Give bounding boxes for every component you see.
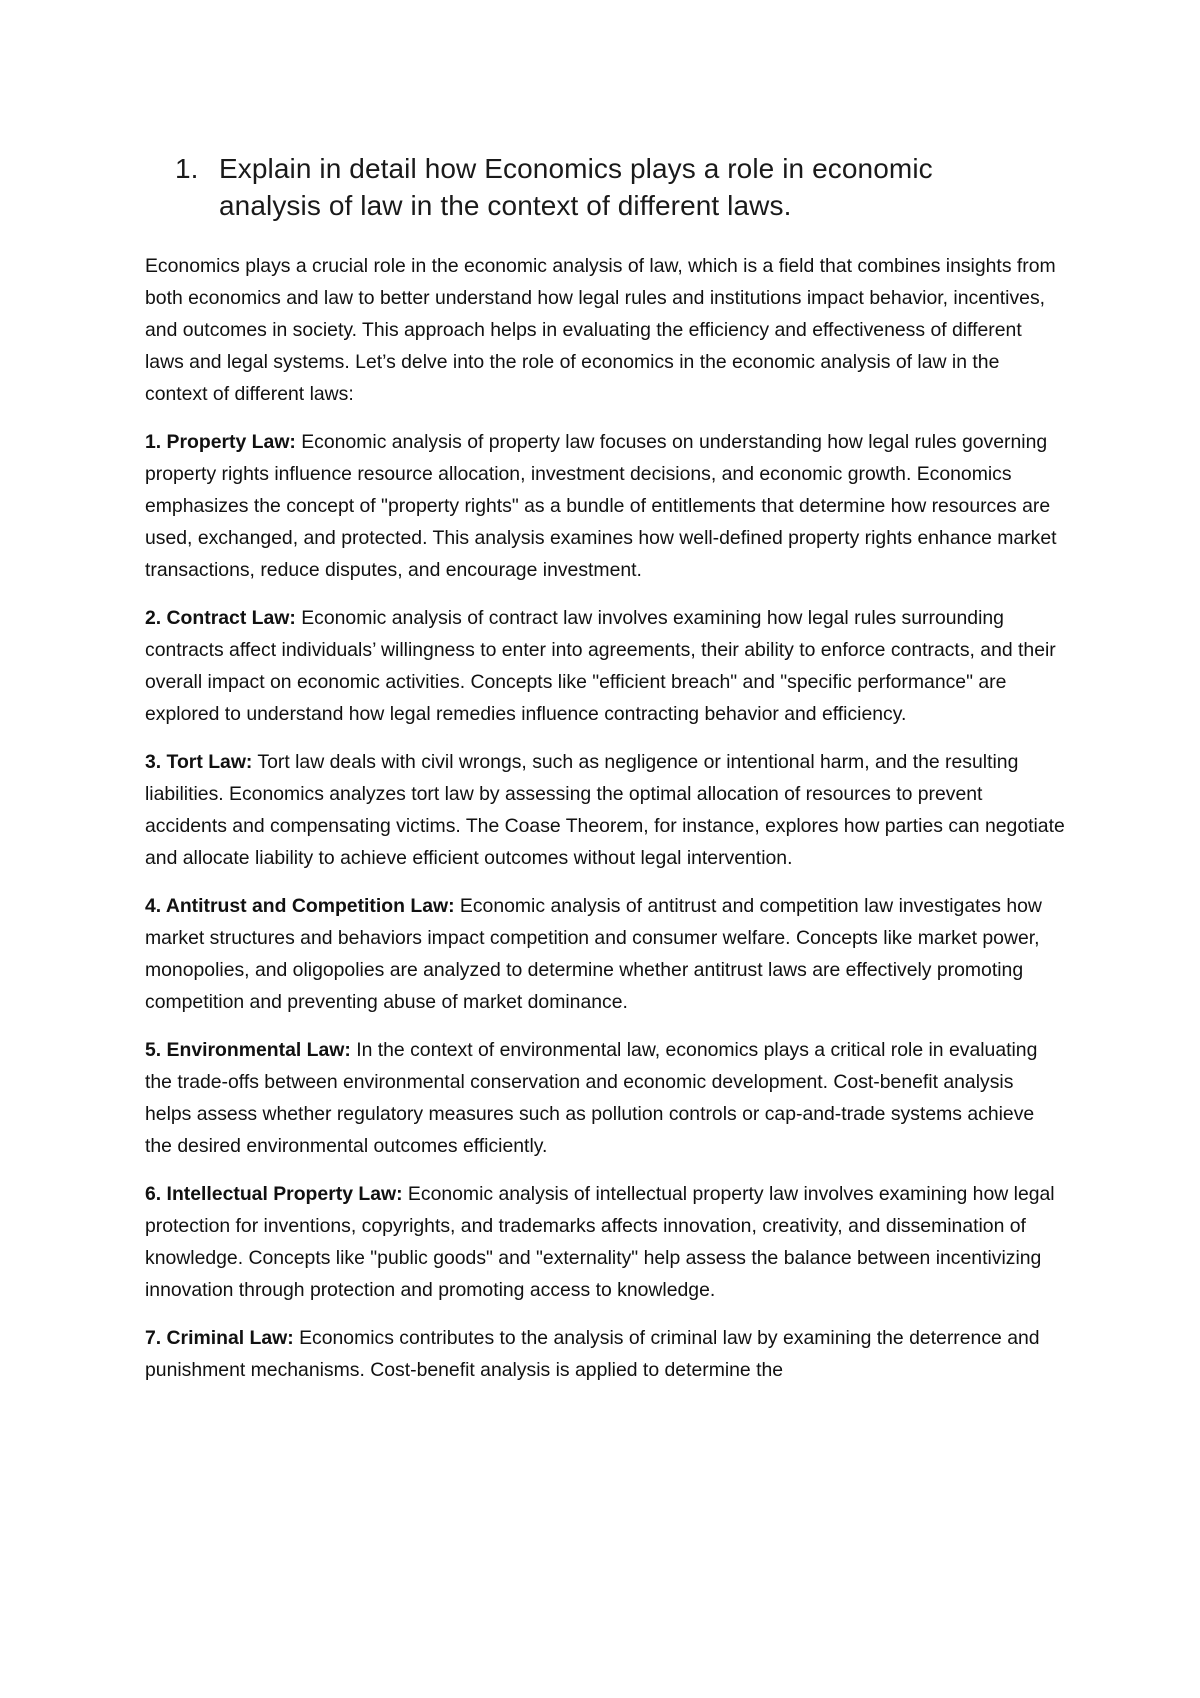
item-text: Economic analysis of property law focuses on understanding how legal rules governing property rights influence resource allocation, investment decisions, and economic growth. Economics emphasizes the concept of "property rights" as a bundle of entitlements that determine how resources are used, exchanged, and protected. This analysis examines how well-defined property rights enhance market transactions, reduce disputes, and encourage investment. bbox=[145, 431, 1057, 581]
answer-body bbox=[145, 250, 1065, 1402]
item-intellectual-property-law bbox=[145, 1178, 1065, 1306]
item-antitrust-law bbox=[145, 890, 1065, 1018]
item-criminal-law bbox=[145, 1322, 1065, 1386]
item-contract-law bbox=[145, 602, 1065, 730]
item-label: 4. Antitrust and Competition Law: bbox=[145, 895, 455, 917]
item-label: 7. Criminal Law: bbox=[145, 1327, 294, 1349]
item-label: 3. Tort Law: bbox=[145, 751, 253, 773]
intro-paragraph: Economics plays a crucial role in the economic analysis of law, which is a field that combines insights from both economics and law to better understand how legal rules and institutions impact behavior, incentives, and outcomes in society. This approach helps in evaluating the efficiency and effectiveness of different laws and legal systems. Let’s delve into the role of economics in the economic analysis of law in the context of different laws: bbox=[145, 255, 1056, 405]
item-text: Tort law deals with civil wrongs, such as negligence or intentional harm, and the resulting liabilities. Economics analyzes tort law by assessing the optimal allocation of resources to prevent accidents and compensating victims. The Coase Theorem, for instance, explores how parties can negotiate and allocate liability to achieve efficient outcomes without legal intervention. bbox=[145, 751, 1065, 869]
item-property-law bbox=[145, 426, 1065, 586]
question-text: Explain in detail how Economics plays a role in economic analysis of law in the context of different laws. bbox=[219, 153, 933, 221]
item-label: 5. Environmental Law: bbox=[145, 1039, 351, 1061]
item-text: Economics contributes to the analysis of criminal law by examining the deterrence and punishment mechanisms. Cost-benefit analysis is applied to determine the bbox=[145, 1327, 1040, 1381]
item-text: Economic analysis of intellectual property law involves examining how legal protection for inventions, copyrights, and trademarks affects innovation, creativity, and dissemination of knowledge. Concepts like "public goods" and "externality" help assess the balance between incentivizing innovation through protection and promoting access to knowledge. bbox=[145, 1183, 1055, 1301]
item-tort-law bbox=[145, 746, 1065, 874]
item-label: 2. Contract Law: bbox=[145, 607, 296, 629]
question-number: 1. bbox=[175, 153, 199, 184]
item-text: In the context of environmental law, economics plays a critical role in evaluating the trade-offs between environmental conservation and economic development. Cost-benefit analysis helps assess whether regulatory measures such as pollution controls or cap-and-trade systems achieve the desired environmental outcomes efficiently. bbox=[145, 1039, 1038, 1157]
item-text: Economic analysis of antitrust and competition law investigates how market structures and behaviors impact competition and consumer welfare. Concepts like market power, monopolies, and oligopolies are analyzed to determine whether antitrust laws are effectively promoting competition and preventing abuse of market dominance. bbox=[145, 895, 1042, 1013]
item-label: 6. Intellectual Property Law: bbox=[145, 1183, 403, 1205]
item-label: 1. Property Law: bbox=[145, 431, 296, 453]
item-text: Economic analysis of contract law involves examining how legal rules surrounding contracts affect individuals’ willingness to enter into agreements, their ability to enforce contracts, and their overall impact on economic activities. Concepts like "efficient breach" and "specific performance" are explored to understand how legal remedies influence contracting behavior and efficiency. bbox=[145, 607, 1056, 725]
item-environmental-law bbox=[145, 1034, 1065, 1162]
question-heading bbox=[175, 150, 1025, 224]
